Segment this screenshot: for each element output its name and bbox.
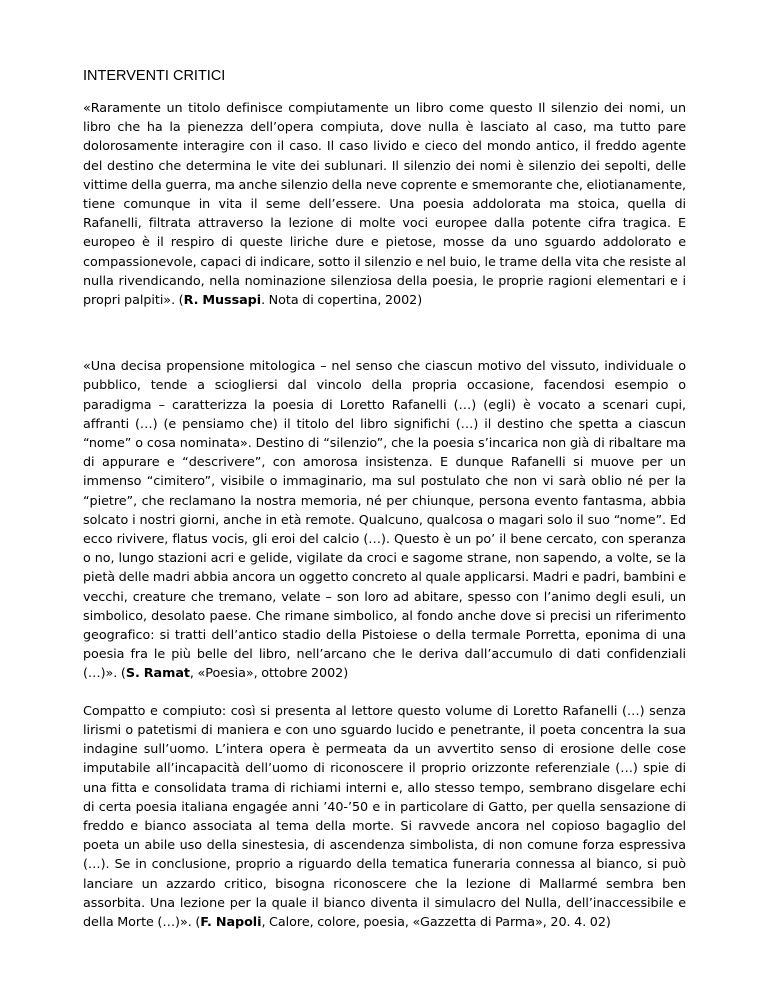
section-heading: INTERVENTI CRITICI — [83, 68, 226, 84]
critic-paragraph-napoli — [83, 702, 686, 932]
critic-source: , «Poesia», ottobre 2002) — [189, 666, 349, 682]
paragraph-body: Compatto e compiuto: così si presenta al lettore questo volume di Loretto Rafanelli (…) senza lirismi o patetismi di maniera e con uno sguardo lucido e penetrante, il poeta concentra la sua indagine sull’uomo. L’intera opera è permeata da un avvertito senso di erosione delle cose imputabile all’incapacità dell’uomo di riconoscere il proprio orizzonte referenziale (…) spie di una fitta e consolidata trama di richiami interni e, allo stesso tempo, sembrano disgelare echi di certa poesia italiana engagée anni ’40-’50 e in particolare di Gatto, per quella sensazione di freddo e bianco associata al tema della morte. Si ravvede ancora nel copioso bagaglio del poeta un abile uso della sinestesia, di ascendenza simbolista, di non comune forza espressiva (…). Se in conclusione, proprio a riguardo della tematica funeraria connessa al bianco, si può lanciare un azzardo critico, bisogna riconoscere che la lezione di Mallarmé sembra ben assorbita. Una lezione per la quale il bianco diventa il simulacro del Nulla, dell’inaccessibile e della Morte (…)». ( — [83, 703, 686, 930]
paragraph-body: «Raramente un titolo definisce compiutamente un libro come questo Il silenzio dei nomi, un libro che ha la pienezza dell’opera compiuta, dove nulla è lasciato al caso, ma tutto pare dolorosamente interagire con il caso. Il caso livido e cieco del mondo antico, il freddo agente del destino che determina le vite dei sublunari. Il silenzio dei nomi è silenzio dei sepolti, delle vittime della guerra, ma anche silenzio della neve coprente e smemorante che, eliotianamente, tiene comunque in vita il seme dell’essere. Una poesia addolorata ma stoica, quella di Rafanelli, filtrata attraverso la lezione di molte voci europee dalla potente cifra tragica. E europeo è il respiro di queste liriche dure e pietose, mosse da uno sguardo addolorato e compassionevole, capaci di indicare, sotto il silenzio e nel buio, le trame della vita che resiste al nulla rivendicando, nella nominazione silenziosa della poesia, le proprie ragioni elementari e i propri palpiti». ( — [83, 101, 686, 309]
critic-author: R. Mussapi — [183, 293, 262, 309]
critic-source: , Calore, colore, poesia, «Gazzetta di Parma», 20. 4. 02) — [261, 914, 611, 930]
critic-source: . Nota di copertina, 2002) — [261, 293, 423, 309]
critic-author: F. Napoli — [200, 914, 262, 930]
critic-paragraph-ramat — [83, 357, 686, 683]
critic-paragraph-mussapi — [83, 99, 686, 310]
critic-author: S. Ramat — [125, 666, 190, 682]
paragraph-body: «Una decisa propensione mitologica – nel senso che ciascun motivo del vissuto, individuale o pubblico, tende a sciogliersi dal vincolo della propria occasione, facendosi esempio o paradigma – caratterizza la poesia di Loretto Rafanelli (…) (egli) è vocato a scenari cupi, affranti (…) (e pensiamo che) il titolo del libro significhi (…) il destino che spetta a ciascun “nome” o cosa nominata». Destino di “silenzio”, che la poesia s’incarica non già di ribaltare ma di appurare e “descrivere”, con amorosa insistenza. E dunque Rafanelli si muove per un immenso “cimitero”, visibile o immaginario, ma sul postulato che non vi sarà oblio né per la “pietre”, che reclamano la nostra memoria, né per chiunque, persona evento fantasma, abbia solcato i nostri giorni, anche in età remote. Qualcuno, qualcosa o magari solo il suo “nome”. Ed ecco rivivere, flatus vocis, gli eroi del calcio (…). Questo è un po’ il bene cercato, con speranza o no, lungo stazioni acri e gelide, vigilate da croci e sagome strane, non sapendo, a volte, se la pietà delle madri abbia ancora un oggetto concreto al quale applicarsi. Madri e padri, bambini e vecchi, creature che tremano, velate – son loro ad abitare, spesso con l’animo degli esuli, un simbolico, desolato paese. Che rimane simbolico, al fondo anche dove si precisi un riferimento geografico: si tratti dell’antico stadio della Pistoiese o della termale Porretta, eponima di una poesia fra le più belle del libro, nell’arcano che le deriva dall’accumulo di dati confidenziali (…)». ( — [83, 359, 686, 682]
